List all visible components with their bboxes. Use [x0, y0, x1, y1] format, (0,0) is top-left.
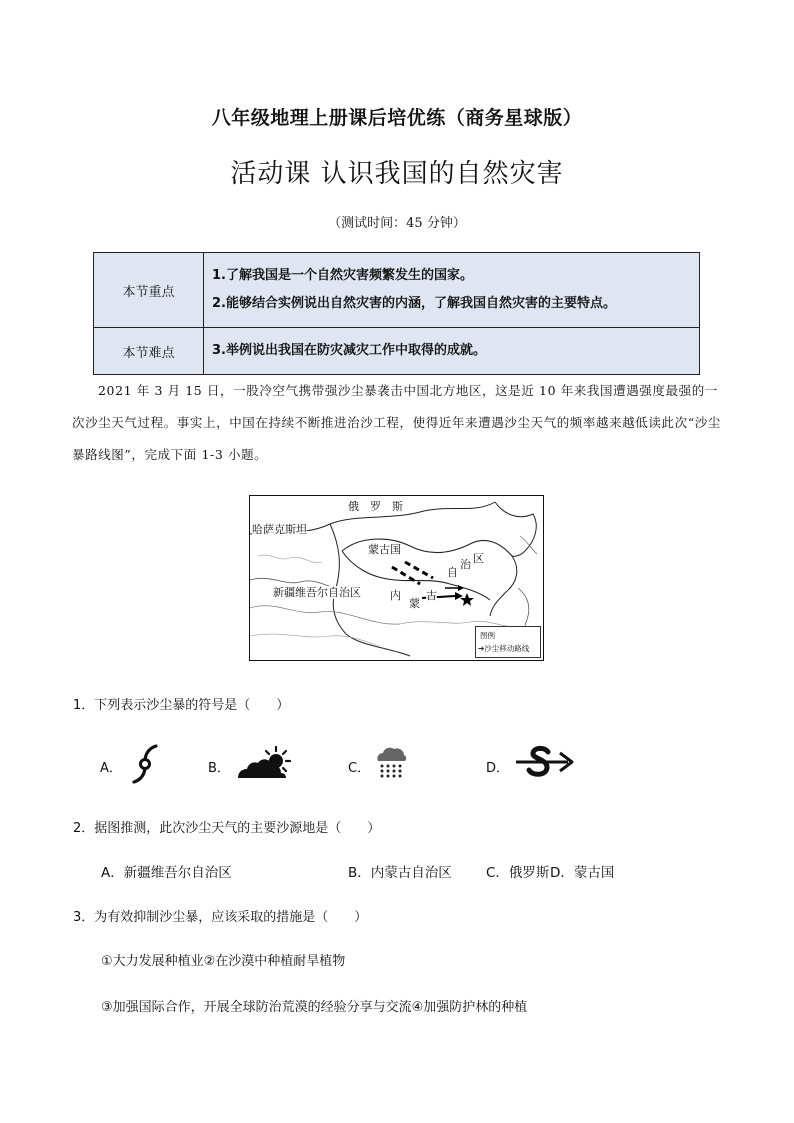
legend-title: 图例	[480, 631, 495, 640]
difficult-points-cell	[204, 328, 700, 375]
legend-arrow-icon: ➔	[478, 644, 485, 653]
q1-option-c-letter: C．	[348, 761, 371, 776]
q1-option-b-letter: B．	[208, 761, 230, 776]
lesson-title: 活动课 认识我国的自然灾害	[230, 159, 564, 189]
intro-paragraph: 2021 年 3 月 15 日，一股冷空气携带强沙尘暴袭击中国北方地区，这是近 10 年来我国遭遇强度最强的一次沙尘天气过程。事实上，中国在持续不断推进治沙工程，使得近年来遭遇沙尘天气的频率越来越低读此次“沙尘暴路线图”，完成下面 1-3 小题。	[72, 383, 721, 462]
q2-option-a[interactable]: A．新疆维吾尔自治区	[101, 865, 232, 881]
q1-option-d-letter: D．	[486, 761, 510, 776]
q2-option-c[interactable]: C．俄罗斯	[486, 865, 550, 881]
difficult-points-label: 本节难点	[94, 328, 204, 375]
typhoon-icon	[130, 744, 160, 784]
map-label-zhi: 治	[460, 558, 471, 571]
question-3-stem: 3．为有效抑制沙尘暴，应该采取的措施是（ ）	[73, 910, 368, 925]
difficult-point-1: 3.举例说出我国在防灾减灾工作中取得的成就。	[212, 343, 486, 358]
question-2-stem: 2．据图推测，此次沙尘天气的主要沙源地是（ ）	[73, 821, 381, 836]
map-label-qu: 区	[473, 552, 484, 565]
key-point-1: 1.了解我国是一个自然灾害频繁发生的国家。	[212, 268, 473, 283]
sandstorm-route-map	[249, 495, 544, 661]
beijing-star-icon	[460, 593, 474, 606]
worksheet-subtitle: 八年级地理上册课后培优练（商务星球版）	[211, 107, 583, 129]
route-line-2	[405, 562, 433, 578]
q2-option-b[interactable]: B．内蒙古自治区	[348, 865, 452, 881]
sun-cloud-icon	[236, 744, 296, 780]
map-label-kazakhstan: 哈萨克斯坦	[252, 523, 307, 536]
map-label-meng: 蒙	[409, 597, 420, 610]
test-time-note: （测试时间：45 分钟）	[328, 216, 466, 231]
map-label-zi: 自	[447, 566, 458, 579]
sandstorm-icon	[514, 744, 576, 780]
key-point-2: 2.能够结合实例说出自然灾害的内涵，了解我国自然灾害的主要特点。	[212, 296, 616, 311]
map-legend	[475, 626, 541, 658]
map-label-mongolia: 蒙古国	[368, 543, 401, 556]
q3-statement-line-1: ①大力发展种植业②在沙漠中种植耐旱植物	[101, 954, 346, 969]
q1-option-a-letter: A．	[100, 761, 122, 776]
key-points-cell	[204, 253, 700, 328]
map-label-xinjiang: 新疆维吾尔自治区	[273, 586, 361, 599]
q3-statement-line-2: ③加强国际合作，开展全球防治荒漠的经验分享与交流④加强防护林的种植	[101, 1000, 528, 1015]
legend-route-item	[478, 643, 529, 654]
learning-focus-table	[93, 252, 700, 375]
map-label-nei: 内	[390, 589, 401, 602]
key-points-label: 本节重点	[94, 253, 204, 328]
legend-route-label: 沙尘移动路线	[484, 644, 530, 653]
map-label-russia: 俄 罗 斯	[348, 500, 403, 513]
map-label-gu: 古	[426, 589, 437, 602]
cloud-rain-icon	[374, 744, 408, 778]
q2-option-d[interactable]: D．蒙古国	[550, 865, 615, 881]
question-1-stem: 1．下列表示沙尘暴的符号是（ ）	[73, 698, 290, 713]
